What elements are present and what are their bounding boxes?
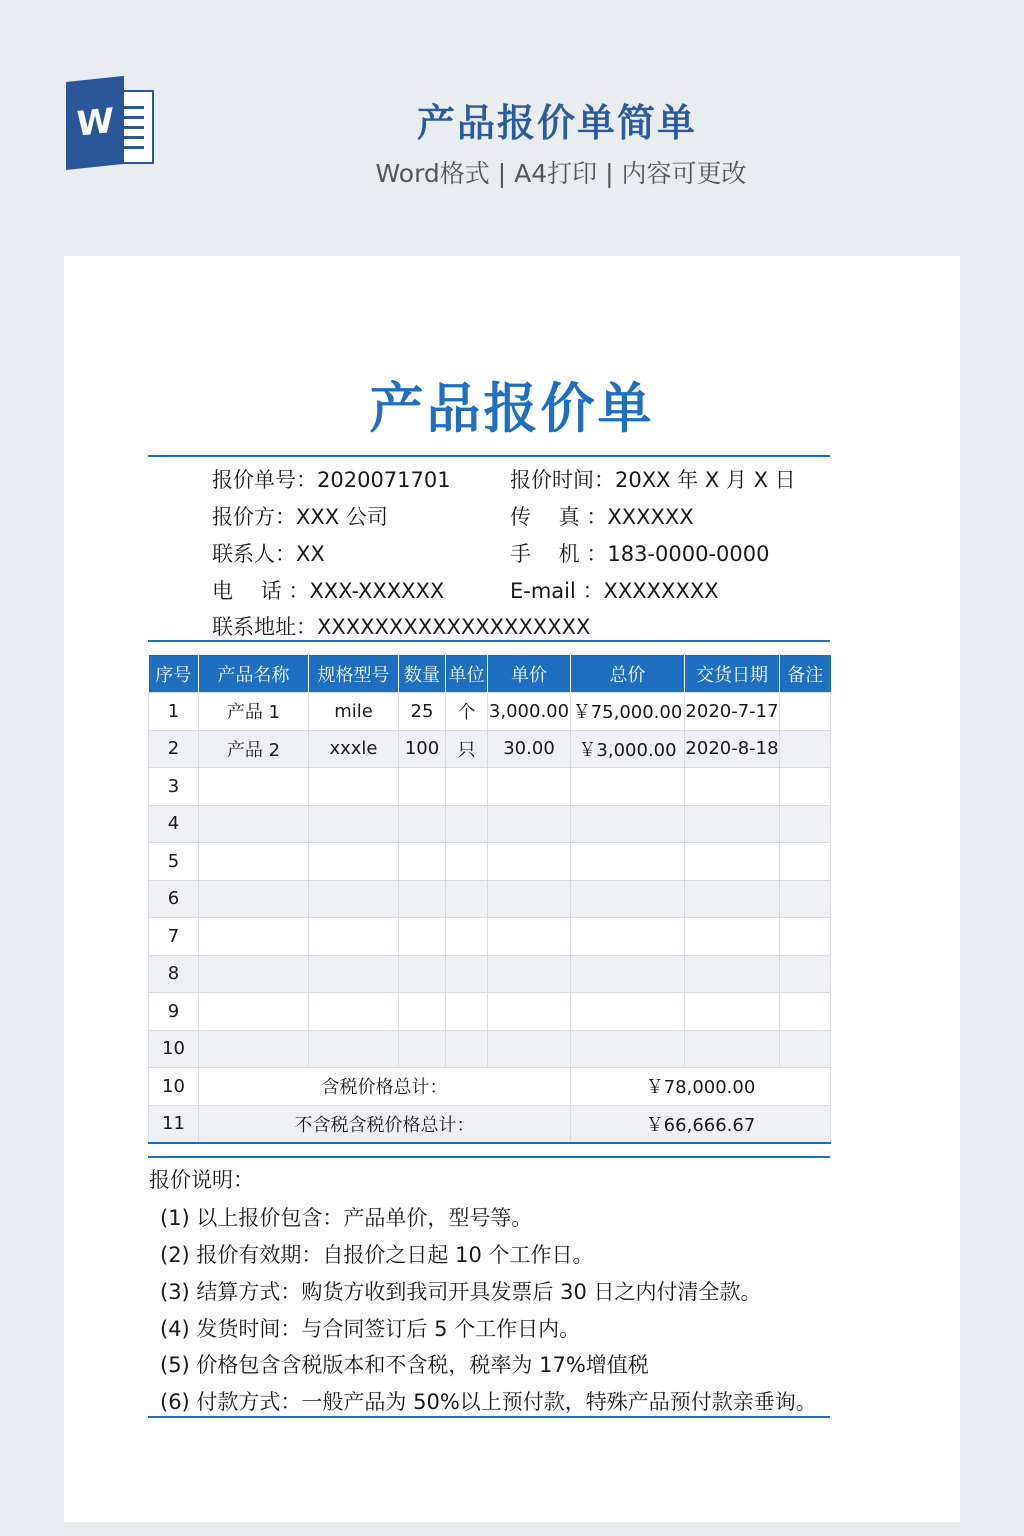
header-index: 序号 (149, 655, 199, 693)
cell-unit (446, 993, 488, 1031)
document-page (64, 256, 960, 1522)
cell-delivery-date: 2020-8-18 (685, 730, 780, 768)
header-unit: 单位 (446, 655, 488, 693)
cell-delivery-date: 2020-7-17 (685, 693, 780, 731)
table-row (149, 768, 831, 806)
cell-remarks (780, 768, 831, 806)
cell-unit (446, 955, 488, 993)
cell-unit: 只 (446, 730, 488, 768)
fax: 传 真 ：XXXXXX (510, 505, 694, 529)
cell-product-name (199, 880, 309, 918)
divider-top (148, 455, 830, 457)
cell-index: 1 (149, 693, 199, 731)
cell-unit (446, 880, 488, 918)
cell-spec-model (309, 918, 399, 956)
header-unit-price: 单价 (488, 655, 571, 693)
table-row (149, 1030, 831, 1068)
cell-quantity (399, 918, 446, 956)
cell-product-name (199, 805, 309, 843)
cell-unit-price (488, 993, 571, 1031)
note-item: (4) 发货时间：与合同签订后 5 个工作日内。 (160, 1317, 581, 1341)
quote-time: 报价时间：20XX 年 X 月 X 日 (510, 468, 796, 492)
cell-index: 6 (149, 880, 199, 918)
table-row (149, 880, 831, 918)
cell-product-name (199, 993, 309, 1031)
cell-total-price (571, 918, 685, 956)
cell-unit: 个 (446, 693, 488, 731)
cell-spec-model (309, 993, 399, 1031)
cell-index: 9 (149, 993, 199, 1031)
cell-unit-price (488, 918, 571, 956)
table-row (149, 693, 831, 731)
cell-delivery-date (685, 918, 780, 956)
cell-unit-price (488, 880, 571, 918)
quoting-party: 报价方：XXX 公司 (212, 505, 388, 529)
word-logo-letter: W (66, 76, 124, 170)
cell-quantity (399, 955, 446, 993)
note-item: (2) 报价有效期：自报价之日起 10 个工作日。 (160, 1243, 594, 1267)
cell-total-price (571, 843, 685, 881)
cell-total-price (571, 880, 685, 918)
cell-total-price: ￥75,000.00 (571, 693, 685, 731)
cell-index: 7 (149, 918, 199, 956)
divider-bottom (148, 1416, 830, 1418)
cell-index: 5 (149, 843, 199, 881)
banner-title: 产品报价单简单 (416, 101, 697, 145)
cell-total-price (571, 993, 685, 1031)
total-value: ￥66,666.67 (571, 1105, 831, 1143)
note-item: (5) 价格包含含税版本和不含税，税率为 17%增值税 (160, 1353, 649, 1377)
notes-title: 报价说明： (149, 1168, 254, 1192)
email: E-mail ：XXXXXXXX (510, 579, 719, 603)
cell-remarks (780, 730, 831, 768)
cell-product-name (199, 918, 309, 956)
cell-unit (446, 918, 488, 956)
table-row (149, 918, 831, 956)
cell-product-name (199, 768, 309, 806)
header-delivery-date: 交货日期 (685, 655, 780, 693)
divider-middle (148, 640, 830, 642)
cell-delivery-date (685, 768, 780, 806)
note-item: (3) 结算方式：购货方收到我司开具发票后 30 日之内付清全款。 (160, 1280, 762, 1304)
table-header-row (149, 655, 831, 693)
table-row (149, 805, 831, 843)
cell-unit-price (488, 1030, 571, 1068)
total-index: 10 (149, 1068, 199, 1106)
contact-person: 联系人：XX (212, 542, 325, 566)
quote-table (148, 655, 831, 1144)
cell-product-name (199, 1030, 309, 1068)
cell-quantity (399, 1030, 446, 1068)
header-remarks: 备注 (780, 655, 831, 693)
total-value: ￥78,000.00 (571, 1068, 831, 1106)
cell-delivery-date (685, 843, 780, 881)
cell-index: 4 (149, 805, 199, 843)
telephone: 电 话 ：XXX-XXXXXX (212, 579, 445, 603)
mobile: 手 机 ：183-0000-0000 (510, 542, 770, 566)
cell-quantity: 100 (399, 730, 446, 768)
cell-spec-model (309, 955, 399, 993)
cell-total-price (571, 955, 685, 993)
cell-remarks (780, 1030, 831, 1068)
cell-unit (446, 843, 488, 881)
cell-unit-price (488, 768, 571, 806)
cell-unit-price (488, 805, 571, 843)
document-title: 产品报价单 (369, 377, 655, 440)
table-row (149, 843, 831, 881)
cell-delivery-date (685, 1030, 780, 1068)
cell-index: 10 (149, 1030, 199, 1068)
cell-delivery-date (685, 880, 780, 918)
cell-quantity: 25 (399, 693, 446, 731)
cell-spec-model: mile (309, 693, 399, 731)
cell-total-price (571, 805, 685, 843)
cell-delivery-date (685, 993, 780, 1031)
contact-address: 联系地址：XXXXXXXXXXXXXXXXXXX (212, 615, 591, 639)
cell-spec-model (309, 768, 399, 806)
header-quantity: 数量 (399, 655, 446, 693)
header-spec-model: 规格型号 (309, 655, 399, 693)
cell-unit (446, 768, 488, 806)
cell-remarks (780, 993, 831, 1031)
total-index: 11 (149, 1105, 199, 1143)
cell-index: 8 (149, 955, 199, 993)
cell-product-name (199, 843, 309, 881)
cell-unit-price: 3,000.00 (488, 693, 571, 731)
cell-product-name: 产品 2 (199, 730, 309, 768)
cell-remarks (780, 805, 831, 843)
table-row (149, 955, 831, 993)
cell-delivery-date (685, 805, 780, 843)
header-product-name: 产品名称 (199, 655, 309, 693)
cell-delivery-date (685, 955, 780, 993)
cell-remarks (780, 880, 831, 918)
cell-spec-model (309, 880, 399, 918)
quote-number: 报价单号：2020071701 (212, 468, 451, 492)
cell-quantity (399, 768, 446, 806)
cell-product-name: 产品 1 (199, 693, 309, 731)
cell-unit (446, 805, 488, 843)
cell-index: 2 (149, 730, 199, 768)
cell-spec-model: xxxle (309, 730, 399, 768)
cell-spec-model (309, 1030, 399, 1068)
cell-remarks (780, 955, 831, 993)
cell-unit-price (488, 843, 571, 881)
cell-quantity (399, 880, 446, 918)
cell-quantity (399, 993, 446, 1031)
cell-remarks (780, 843, 831, 881)
table-row (149, 730, 831, 768)
table-row (149, 993, 831, 1031)
cell-spec-model (309, 805, 399, 843)
total-row (149, 1105, 831, 1143)
total-label: 不含税含税价格总计： (199, 1105, 571, 1143)
total-row (149, 1068, 831, 1106)
cell-remarks (780, 693, 831, 731)
cell-index: 3 (149, 768, 199, 806)
cell-quantity (399, 843, 446, 881)
cell-total-price (571, 1030, 685, 1068)
divider-notes (148, 1156, 830, 1158)
note-item: (6) 付款方式：一般产品为 50%以上预付款，特殊产品预付款亲垂询。 (160, 1390, 817, 1414)
cell-unit-price (488, 955, 571, 993)
cell-product-name (199, 955, 309, 993)
cell-remarks (780, 918, 831, 956)
banner-subtitle: Word格式 | A4打印 | 内容可更改 (375, 159, 747, 188)
cell-total-price (571, 768, 685, 806)
cell-total-price: ￥3,000.00 (571, 730, 685, 768)
total-label: 含税价格总计： (199, 1068, 571, 1106)
cell-unit-price: 30.00 (488, 730, 571, 768)
cell-spec-model (309, 843, 399, 881)
cell-unit (446, 1030, 488, 1068)
note-item: (1) 以上报价包含：产品单价，型号等。 (160, 1206, 533, 1230)
header-total-price: 总价 (571, 655, 685, 693)
cell-quantity (399, 805, 446, 843)
